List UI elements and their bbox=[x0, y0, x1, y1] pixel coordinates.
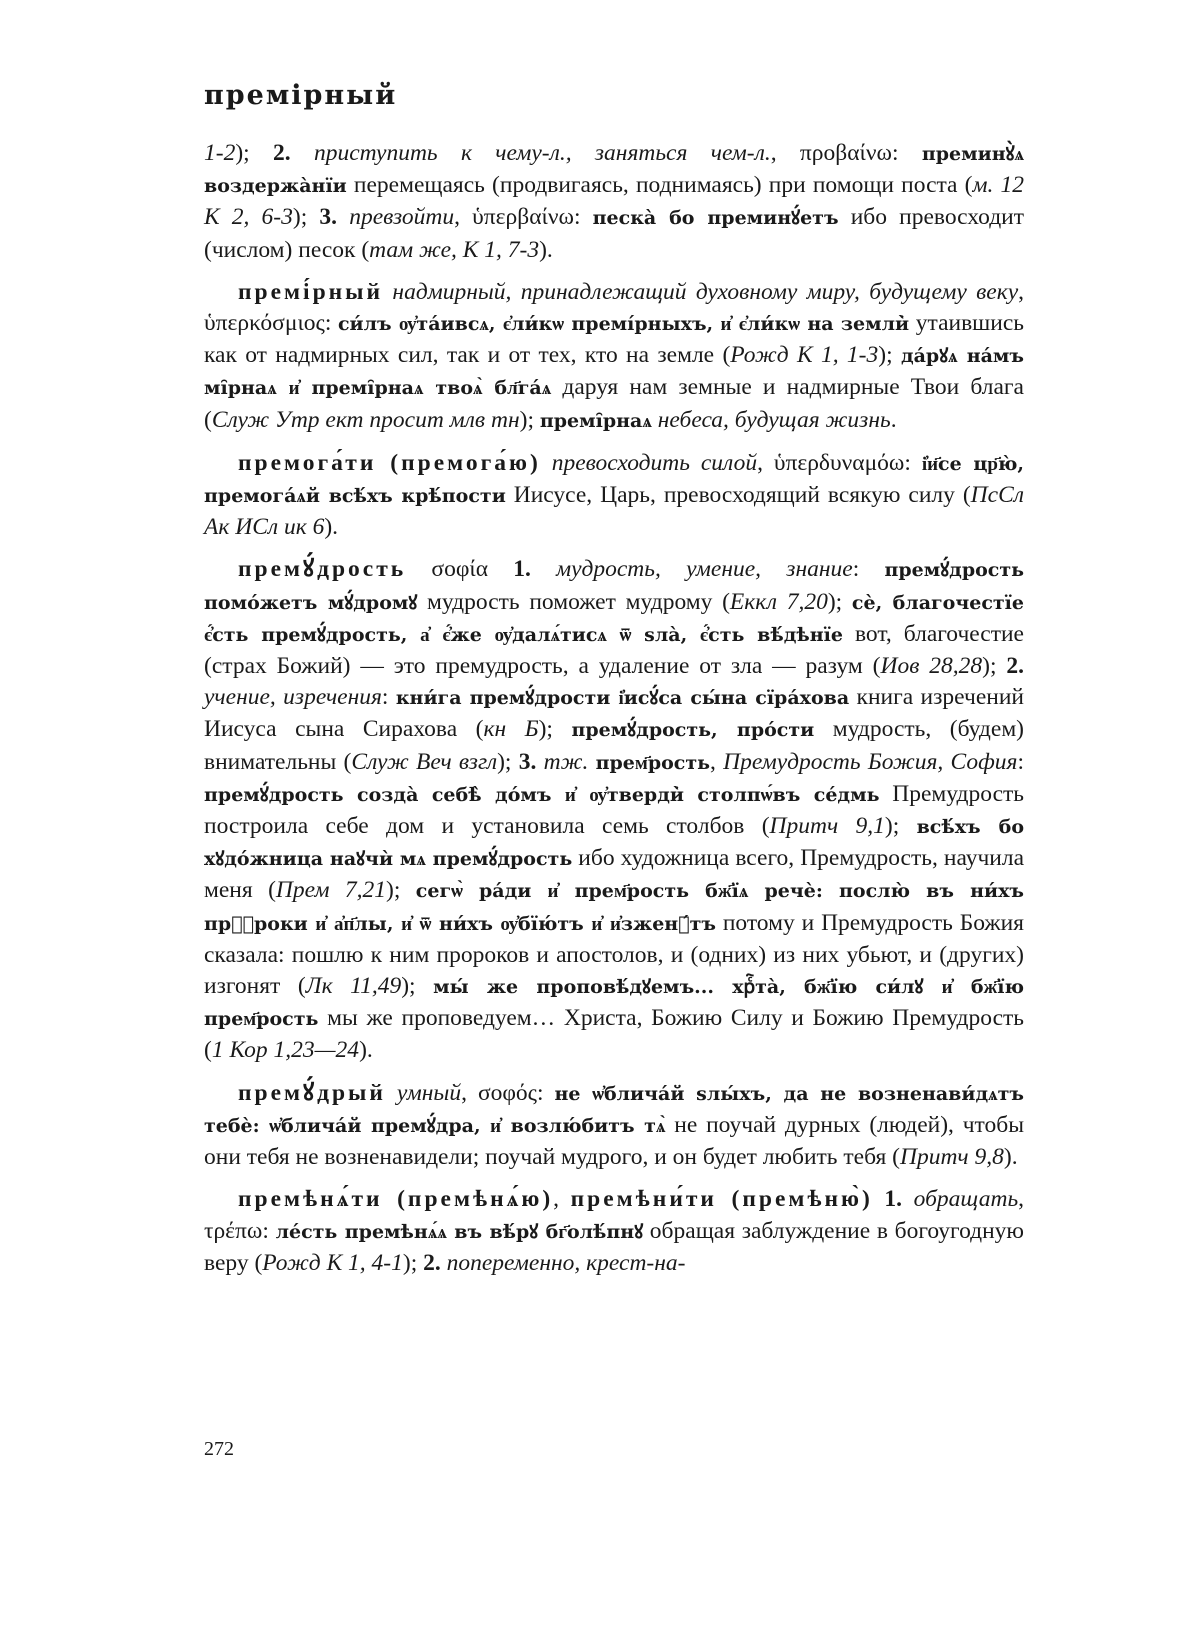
church-slavonic-quote: премі̑рнаѧ bbox=[539, 409, 652, 432]
dictionary-text bbox=[204, 138, 1024, 1290]
italic-text: Притч 9,1 bbox=[769, 813, 885, 840]
text-run: ибо превосходит (числом) песок ( bbox=[204, 204, 1025, 263]
text-run: , bbox=[553, 1186, 571, 1213]
text-run bbox=[541, 450, 552, 476]
italic-text: превосходить силой bbox=[551, 449, 758, 476]
italic-text: Еккл 7,20 bbox=[729, 588, 828, 615]
text-run: ); bbox=[884, 813, 917, 840]
italic-text: небеса, будущая жизнь bbox=[657, 406, 891, 433]
dictionary-entry bbox=[204, 554, 1024, 1066]
italic-text: м. 12 К 2, 6-3 bbox=[204, 172, 1024, 231]
headword: премі́рный bbox=[238, 278, 384, 305]
text-run: ). bbox=[539, 236, 553, 263]
text-run: ); bbox=[519, 406, 540, 433]
text-run: ); bbox=[402, 1249, 424, 1276]
italic-text: Притч 9,8 bbox=[899, 1144, 1004, 1171]
sense-number: 3. bbox=[319, 204, 338, 231]
text-run: , ὑπερβαίνω: bbox=[454, 204, 593, 231]
text-run bbox=[291, 140, 314, 166]
italic-text: умный bbox=[396, 1079, 462, 1106]
text-run: , bbox=[710, 748, 724, 775]
italic-text: ПсСл Ак ИСл ик 6 bbox=[204, 482, 1024, 541]
page-number: 272 bbox=[204, 1438, 234, 1460]
italic-text: превзойти bbox=[349, 204, 455, 231]
text-run: потому и Премудрость Божия сказала: пошлю к ним пророков и апостолов, и (одних) из них убьют, и (других) изгонят ( bbox=[204, 909, 1024, 1000]
headword: премꙋ́дрый bbox=[238, 1079, 386, 1106]
church-slavonic-quote: кни́га премꙋ́дрости і҆исꙋ́са сы́на сїра́хова bbox=[395, 687, 850, 710]
text-run: книга изречений Иисуса сына Сирахова ( bbox=[204, 684, 1024, 743]
text-run: ); bbox=[878, 342, 901, 369]
church-slavonic-quote: і҆и҃се цр҃ю̀, премога́ѧй всѣ́хъ крѣ́пости bbox=[204, 452, 1025, 508]
text-run: ). bbox=[1003, 1144, 1018, 1171]
text-run: ); bbox=[982, 653, 1007, 680]
text-run: мудрость поможет мудрому ( bbox=[417, 588, 730, 615]
church-slavonic-quote: всѣ́хъ бо хꙋдо́жница наꙋчѝ мѧ премꙋ́дрость bbox=[204, 816, 1025, 871]
italic-text: мудрость, умение, знание bbox=[556, 556, 853, 583]
headword: премѣнѧ́ти (премѣнѧ́ю) bbox=[238, 1186, 554, 1213]
church-slavonic-quote: си́лъ ѹ҆та́ивсѧ, є҆ли́кѡ премі́рныхъ, и҆ є҆ли́кѡ на земли̇̀ bbox=[337, 313, 910, 336]
text-run bbox=[337, 204, 349, 230]
text-run: ); bbox=[538, 716, 572, 743]
text-run: ); bbox=[401, 973, 434, 1000]
italic-text: надмирный, принадлежащий духовному миру, будущему веку bbox=[392, 278, 1019, 305]
text-run bbox=[902, 1186, 914, 1212]
church-slavonic-quote: да́рꙋѧ на́мъ мі̑рнаѧ и҆ премі̑рнаѧ твоѧ̀ бл҃га́ѧ bbox=[204, 345, 1024, 400]
text-run: ); bbox=[235, 140, 274, 166]
text-run: ибо художница всего, Премудрость, научила меня ( bbox=[204, 845, 1025, 904]
church-slavonic-quote: премꙋ́дрость, про́сти bbox=[571, 719, 815, 742]
text-run: не поучай дурных (людей), чтобы они тебя не возненавидели; поучай мудрого, и он будет любить тебя ( bbox=[204, 1111, 1024, 1171]
text-run: ); bbox=[827, 588, 852, 615]
text-run: : bbox=[852, 556, 885, 583]
italic-text: тж. bbox=[543, 748, 589, 775]
text-run: : bbox=[1017, 748, 1025, 775]
church-slavonic-quote: премꙋ́дрость созда̀ себѣ̀ до́мъ и҆ ѹ҆тверди̇̀ столпѡ́въ се́дмь bbox=[204, 783, 880, 806]
text-run: σοφία bbox=[406, 556, 514, 583]
italic-text: Рожд К 1, 4-1 bbox=[262, 1249, 403, 1276]
italic-text: Премудрость Божия, София bbox=[723, 748, 1018, 775]
italic-text: Прем 7,21 bbox=[275, 877, 387, 904]
text-run: ). bbox=[359, 1037, 373, 1064]
text-run: утаившись как от надмирных сил, так и от тех, кто на земле ( bbox=[204, 310, 1024, 369]
running-head: премірный bbox=[204, 80, 398, 111]
italic-text: Служ Утр ект просит млв тн bbox=[211, 406, 520, 433]
church-slavonic-quote: мы́ же проповѣ́дꙋемъ... хрⷭ҇та̀, бж҃їю си́лꙋ и҆ бж҃їю прем҃рость bbox=[204, 976, 1024, 1031]
text-run: , ὑπερκόσμιος: bbox=[204, 278, 1025, 337]
text-run bbox=[536, 749, 543, 775]
headword: премꙋ́дрость bbox=[238, 556, 407, 583]
headword: премога́ти (премога́ю) bbox=[238, 449, 541, 476]
dictionary-entry bbox=[204, 1184, 1024, 1279]
text-run: . bbox=[890, 406, 897, 433]
text-run: : bbox=[381, 684, 396, 711]
text-run: ). bbox=[324, 514, 339, 541]
text-run: даруя нам земные и надмирные Твои блага ( bbox=[204, 374, 1024, 433]
text-run: Иисусе, Царь, превосходящий всякую силу ( bbox=[505, 482, 971, 509]
text-run: мы же проповедуем… Христа, Божию Силу и Божию Премудрость ( bbox=[204, 1005, 1024, 1064]
text-run: обращая заблуждение в богоугодную веру ( bbox=[204, 1217, 1024, 1276]
italic-text: приступить к чему-л., заняться чем-л. bbox=[313, 140, 771, 166]
church-slavonic-quote: сегѡ̀ ра́ди и҆ прем҃рость бж҃їѧ речѐ: послю̀ въ ни́хъ прⷪ҇роки и҆ а҆п҃лы, и҆ ѿ ни́хъ ѹ҆бїю́тъ и҆ и҆зженꙋ́тъ bbox=[204, 880, 1024, 935]
sense-number: 2. bbox=[1006, 653, 1025, 680]
church-slavonic-quote: не ѡ҆блича́й ѕлы́хъ, да не возненави́дѧтъ тебѐ: ѡ҆блича́й премꙋ́дра, и҆ возлю́битъ тѧ̀ bbox=[204, 1082, 1024, 1137]
text-run: , προβαίνω: bbox=[770, 140, 922, 166]
text-run: , σοφός: bbox=[461, 1079, 555, 1106]
dictionary-entry bbox=[204, 277, 1024, 437]
sense-number: 2. bbox=[423, 1249, 441, 1276]
italic-text: там же, К 1, 7-3 bbox=[369, 236, 540, 263]
text-run: ); bbox=[497, 748, 519, 775]
italic-text: кн Б bbox=[483, 716, 539, 743]
italic-text: Служ Веч взгл bbox=[351, 748, 498, 775]
entry-continuation bbox=[204, 138, 1024, 266]
italic-text: попеременно, крест-на- bbox=[446, 1249, 686, 1276]
italic-text: 1 Кор 1,23—24 bbox=[211, 1037, 360, 1064]
text-run bbox=[588, 749, 595, 775]
text-run: ); bbox=[386, 877, 416, 904]
sense-number: 1. bbox=[884, 1186, 903, 1213]
dictionary-entry bbox=[204, 448, 1024, 544]
headword: премѣни́ти (премѣню̀) bbox=[570, 1186, 873, 1213]
text-run: , ὑπερδυναμόω: bbox=[757, 449, 922, 476]
italic-text: Рожд К 1, 1-3 bbox=[730, 342, 879, 369]
text-run: перемещаясь (продвигаясь, поднимаясь) при помощи поста ( bbox=[346, 172, 973, 199]
church-slavonic-quote: преминꙋ̀ѧ воздержа̀нїи bbox=[204, 143, 1025, 198]
italic-text: 1-2 bbox=[204, 140, 236, 166]
church-slavonic-quote: прем҃рость bbox=[595, 751, 711, 774]
church-slavonic-quote: премꙋ́дрость помо́жетъ мꙋ́дромꙋ bbox=[204, 559, 1025, 614]
italic-text: Лк 11,49 bbox=[305, 973, 402, 1000]
text-run bbox=[386, 1080, 397, 1106]
text-run: мудрость, (будем) внимательны ( bbox=[204, 716, 1025, 775]
text-run bbox=[873, 1186, 885, 1212]
text-run: ); bbox=[292, 204, 320, 231]
sense-number: 2. bbox=[273, 140, 291, 166]
text-run: вот, благочестие (страх Божий) — это премудрость, а удаление от зла — разум ( bbox=[204, 620, 1024, 680]
text-run bbox=[531, 556, 556, 582]
dictionary-entry bbox=[204, 1078, 1024, 1174]
sense-number: 3. bbox=[518, 748, 537, 775]
italic-text: обращать bbox=[913, 1186, 1019, 1213]
church-slavonic-quote: ле́сть премѣнѧ́ѧ въ вѣ́рꙋ бг҃олѣ́пнꙋ bbox=[275, 1220, 644, 1243]
italic-text: Иов 28,28 bbox=[880, 653, 983, 680]
church-slavonic-quote: песка̀ бо преминꙋ́етъ bbox=[592, 207, 839, 230]
church-slavonic-quote: сѐ, благочестїе є҆́сть премꙋ́дрость, а҆ є҆́же ѹ҆далѧ́тисѧ ѿ ѕла̀, є҆́сть вѣ́дѣнїе bbox=[204, 591, 1024, 646]
sense-number: 1. bbox=[513, 556, 531, 583]
text-run: , τρέπω: bbox=[204, 1186, 1025, 1244]
text-run: Премудрость построила себе дом и установила семь столбов ( bbox=[204, 780, 1024, 840]
italic-text: учение, изречения bbox=[204, 684, 382, 711]
